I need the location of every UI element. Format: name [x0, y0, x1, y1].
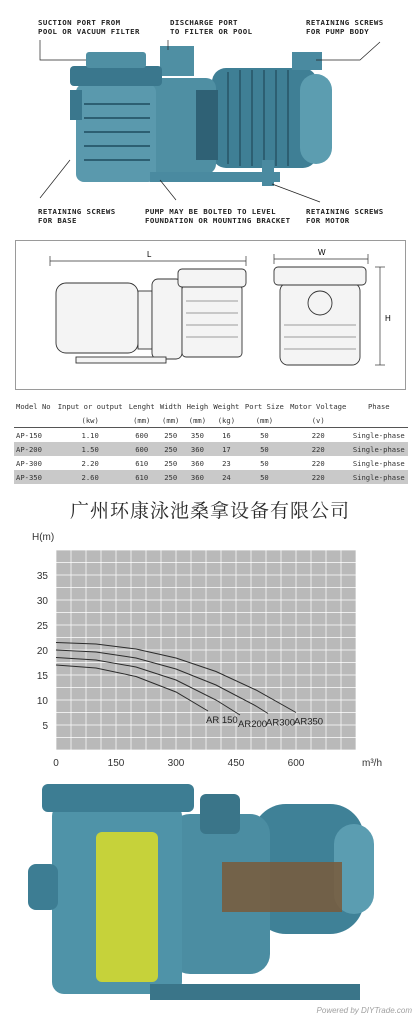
chart-plot-area — [37, 550, 356, 769]
dimension-drawing-panel — [15, 240, 406, 390]
y-tick-label: 5 — [42, 721, 48, 732]
front-port — [308, 291, 332, 315]
th-width: Width — [159, 401, 182, 411]
callout-suction-port: SUCTION PORT FROM POOL OR VACUUM FILTER — [38, 18, 140, 36]
y-tick-label: 30 — [36, 596, 48, 607]
x-tick-label: 300 — [167, 758, 185, 769]
curve-label: AR300 — [266, 717, 296, 729]
callout-retaining-screws-body: RETAINING SCREWS FOR PUMP BODY — [306, 18, 384, 36]
th-motor-voltage: Motor Voltage — [290, 401, 347, 411]
callout-bolted-foundation: PUMP MAY BE BOLTED TO LEVEL FOUNDATION OR MOUNTING BRACKET — [145, 207, 291, 225]
curve-label: AR200 — [238, 719, 268, 730]
th-length: Lenght — [128, 401, 155, 411]
side-volute — [152, 279, 182, 359]
callout-retaining-screws-base: RETAINING SCREWS FOR BASE — [38, 207, 116, 225]
th-phase: Phase — [367, 401, 390, 411]
table-header-row — [14, 398, 408, 414]
dim-width-label: W — [318, 248, 326, 257]
flange — [196, 90, 218, 160]
powered-by-footer: Powered by DIYTrade.com — [316, 1006, 412, 1015]
parts-diagram — [0, 0, 420, 235]
table-row: AP-350 2.60 610 250 360 24 50 220 Single-phase — [14, 470, 408, 484]
suction-port — [70, 90, 82, 120]
side-base — [76, 357, 166, 363]
table-row: AP-150 1.10 600 250 350 16 50 220 Single-phase — [16, 430, 405, 440]
x-axis-label: m³/h — [362, 758, 382, 769]
table-row: AP-200 1.50 600 250 360 17 50 220 Single-phase — [14, 442, 408, 456]
y-tick-label: 10 — [36, 696, 48, 707]
th-height: Heigh — [186, 401, 209, 411]
y-tick-label: 15 — [36, 671, 48, 682]
photo-strainer-basket — [96, 832, 158, 982]
terminal-box — [292, 52, 322, 70]
curve-label: AR 150 — [206, 715, 238, 726]
side-lid — [178, 269, 246, 287]
callout-discharge-port: DISCHARGE PORT TO FILTER OR POOL — [170, 18, 253, 36]
photo-suction-port — [28, 864, 58, 910]
discharge-port — [160, 46, 194, 76]
table-row: AP-300 2.20 610 250 360 23 50 220 Single-phase — [16, 458, 405, 468]
dimension-drawing — [16, 241, 405, 389]
table-unit-row: (kw) (mm) (mm) (mm) (kg) (mm) (v) — [14, 414, 408, 428]
pot-lid — [70, 66, 162, 86]
th-weight: Weight — [213, 401, 240, 411]
performance-chart — [0, 524, 420, 774]
y-axis-label: H(m) — [32, 532, 55, 543]
company-watermark: 广州环康泳池桑拿设备有限公司 — [69, 500, 350, 522]
th-model: Model No — [16, 401, 51, 411]
photo-cutaway-shaft — [222, 862, 342, 912]
y-tick-label: 20 — [36, 646, 48, 657]
photo-discharge-port — [200, 794, 240, 834]
th-power: Input or output — [57, 401, 123, 411]
dim-length-label: L — [147, 250, 152, 259]
base-bracket — [150, 172, 280, 182]
x-tick-label: 600 — [287, 758, 305, 769]
x-tick-label: 0 — [53, 758, 59, 769]
dim-height-label: H — [385, 314, 391, 323]
th-port-size: Port Size — [244, 401, 284, 411]
pump-photo — [0, 774, 420, 1021]
curve-label: AR350 — [294, 716, 324, 728]
y-tick-label: 25 — [36, 621, 48, 632]
side-adapter — [138, 291, 152, 349]
photo-lid — [42, 784, 194, 812]
motor-end-cap — [300, 74, 332, 164]
photo-base — [150, 984, 360, 1000]
y-tick-label: 35 — [36, 571, 48, 582]
lid-knob — [86, 52, 146, 68]
side-pot — [182, 285, 242, 357]
motor-foot — [262, 160, 274, 186]
front-lid — [274, 267, 366, 285]
spec-table — [14, 398, 408, 484]
side-motor — [56, 283, 138, 353]
x-tick-label: 150 — [107, 758, 125, 769]
x-tick-label: 450 — [227, 758, 245, 769]
callout-retaining-screws-motor: RETAINING SCREWS FOR MOTOR — [306, 207, 384, 225]
